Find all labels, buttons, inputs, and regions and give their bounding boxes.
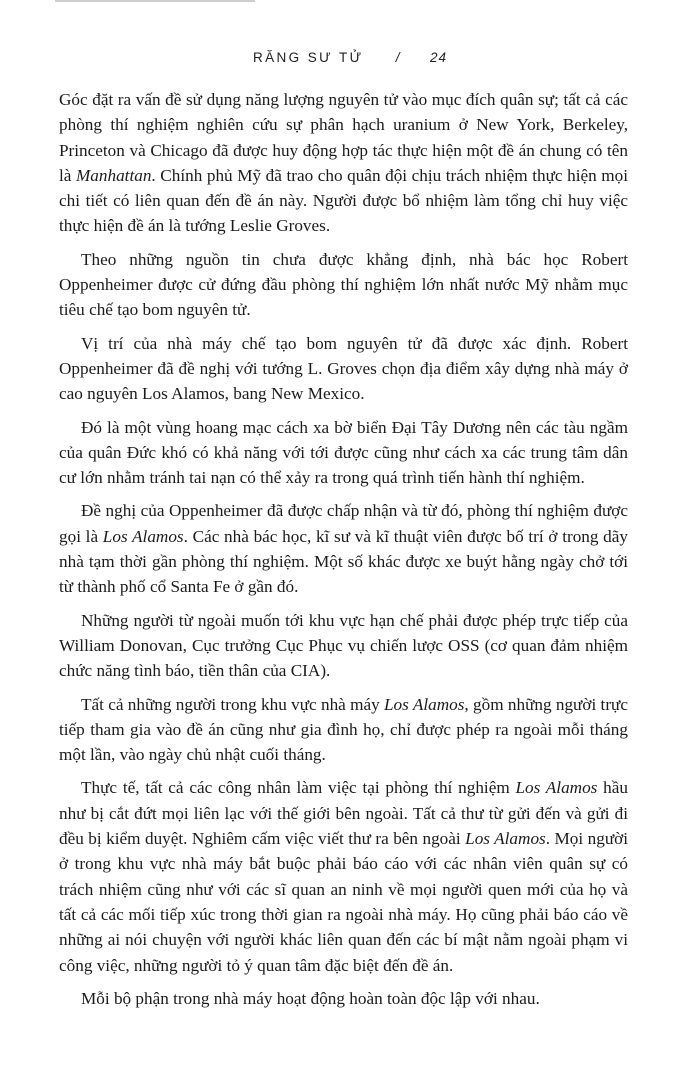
paragraph: [59, 247, 628, 323]
paragraph: [59, 608, 628, 684]
page-number: 24: [430, 50, 448, 65]
italic-text: Los Alamos: [515, 778, 598, 798]
paragraph: [59, 498, 628, 599]
top-edge-rule: [55, 0, 255, 2]
paragraph: [59, 986, 628, 1011]
text-run: Mỗi bộ phận trong nhà máy hoạt động hoàn toàn độc lập với nhau.: [81, 988, 540, 1008]
text-run: Đó là một vùng hoang mạc cách xa bờ biển Đại Tây Dương nên các tàu ngầm của quân Đức khó có khả năng với tới được cũng như cách xa các trung tâm dân cư lớn nhằm tránh tai nạn có thể xảy ra trong quá trình tiến hành thí nghiệm.: [59, 417, 628, 488]
header-separator: /: [395, 50, 402, 65]
text-run: Vị trí của nhà máy chế tạo bom nguyên tử đã được xác định. Robert Oppenheimer đã đề nghị với tướng L. Groves chọn địa điểm xây dựng nhà máy ở cao nguyên Los Alamos, bang New Mexico.: [59, 333, 628, 404]
text-run: . Các nhà bác học, kĩ sư và kĩ thuật viên được bố trí ở trong dãy nhà tạm thời gần phòng thí nghiệm. Một số khác được xe buýt hằng ngày chở tới từ thành phố cổ Santa Fe ở gần đó.: [59, 526, 628, 597]
italic-text: Los Alamos: [102, 526, 184, 546]
text-run: Những người từ ngoài muốn tới khu vực hạn chế phải được phép trực tiếp của William Donovan, Cục trưởng Cục Phục vụ chiến lược OSS (cơ quan đảm nhiệm chức năng tình báo, tiền thân của CIA).: [59, 610, 628, 681]
text-run: . Mọi người ở trong khu vực nhà máy bắt buộc phải báo cáo với các nhân viên quân sự có trách nhiệm cũng như với các sĩ quan an ninh về mọi người quen mới của họ và tất cả các mối tiếp xúc trong thời gian ra ngoài nhà máy. Họ cũng phải báo cáo về những ai nói chuyện với người khác liên quan đến các bí mật nằm ngoài phạm vi công việc, những người tỏ ý quan tâm đặc biệt đến đề án.: [59, 829, 628, 975]
body-text: [59, 87, 628, 1019]
paragraph: [59, 87, 628, 239]
running-head: [0, 50, 700, 65]
text-run: . Chính phủ Mỹ đã trao cho quân đội chịu trách nhiệm thực hiện mọi chi tiết có liên quan đến đề án này. Người được bổ nhiệm làm tổng chỉ huy việc thực hiện đề án là tướng Leslie Groves.: [59, 165, 629, 236]
book-title: RĂNG SƯ TỬ: [252, 50, 364, 65]
text-run: Góc đặt ra vấn đề sử dụng năng lượng nguyên tử vào mục đích quân sự; tất cả các phòng thí nghiệm nghiên cứu sự phân hạch uranium ở New York, Berkeley, Princeton và Chicago đã được huy động hợp tác thực hiện một đề án chung có tên là: [59, 90, 628, 185]
italic-text: Manhattan: [75, 165, 152, 185]
text-run: Tất cả những người trong khu vực nhà máy: [81, 694, 384, 714]
italic-text: Los Alamos: [465, 829, 546, 849]
paragraph: [59, 692, 628, 768]
text-run: , gồm những người trực tiếp tham gia vào đề án cũng như gia đình họ, chỉ được phép ra ngoài mỗi tháng một lần, vào ngày chủ nhật cuối tháng.: [59, 694, 628, 765]
text-run: Theo những nguồn tin chưa được khẳng định, nhà bác học Robert Oppenheimer được cử đứng đầu phòng thí nghiệm lớn nhất nước Mỹ nhằm mục tiêu chế tạo bom nguyên tử.: [59, 249, 628, 320]
text-run: Đề nghị của Oppenheimer đã được chấp nhận và từ đó, phòng thí nghiệm được gọi là: [59, 501, 628, 546]
italic-text: Los Alamos: [384, 694, 465, 714]
text-run: Thực tế, tất cả các công nhân làm việc tại phòng thí nghiệm: [81, 778, 516, 798]
paragraph: [59, 775, 628, 977]
paragraph: [59, 331, 628, 407]
text-run: hầu như bị cắt đứt mọi liên lạc với thế giới bên ngoài. Tất cả thư từ gửi đến và gửi đi đều bị kiểm duyệt. Nghiêm cấm việc viết thư ra bên ngoài: [59, 778, 628, 849]
paragraph: [59, 415, 628, 491]
